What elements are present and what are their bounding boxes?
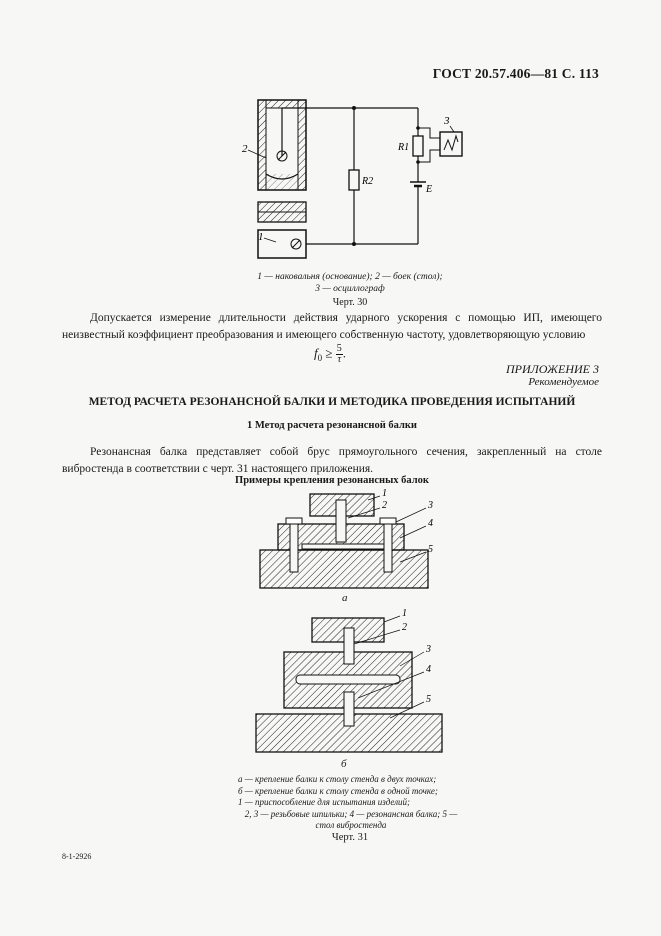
fig31-caption: Черт. 31: [331, 832, 369, 843]
fig31a-label-4: 4: [428, 518, 433, 529]
leader-3: [450, 126, 454, 132]
fig31a-label-1: 1: [382, 488, 387, 499]
beam-slot: [302, 544, 386, 549]
formula-tail: .: [342, 345, 347, 361]
striker-right-wall: [298, 100, 306, 190]
fig31b-sublabel: б: [341, 758, 347, 770]
fig31a-label-5: 5: [428, 544, 433, 555]
fig31b-leader-1: [384, 616, 400, 622]
fig31b-label-3: 3: [426, 644, 431, 655]
paragraph-2: Резонансная балка представляет собой брус прямоугольного сечения, закрепленный на столе вибростенда в соответствии с черт. 31 настоящего приложения.: [62, 446, 602, 475]
fig31-legend: [238, 774, 464, 832]
label-r2: R2: [362, 176, 374, 187]
table: [260, 550, 428, 588]
oscilloscope-trace: [444, 136, 458, 150]
fig31-title: Примеры крепления резонансных балок: [235, 475, 429, 486]
fig31a-leader-3: [396, 508, 426, 522]
fig31b-label-4: 4: [426, 664, 431, 675]
label-r1: R1: [398, 142, 410, 153]
subsection-title: 1 Метод расчета резонансной балки: [247, 420, 417, 431]
paragraph-1: Допускается измерение длительности действия ударного ускорения с помощью ИП, имеющего неизвестный коэффициент преобразования и имеющего собственную частоту, удовлетворяющую условию: [62, 312, 602, 341]
stud-center: [336, 500, 346, 542]
fig31b-label-1: 1: [402, 608, 407, 619]
label-2: 2: [242, 143, 248, 155]
fig31-legend-line-2: 2, 3 — резьбовые шпильки; 4 — резонансная балка; 5 — стол вибростенда: [244, 808, 458, 830]
striker-top-hatch: [266, 100, 298, 108]
fig30-legend-line2: 3 — осциллограф: [315, 284, 385, 294]
figure-31b: [250, 608, 450, 758]
fig31a-sublabel: а: [342, 592, 348, 604]
fig31-legend-line-a: а — крепление балки к столу стенда в двух точках;: [238, 774, 437, 784]
nut-left: [286, 518, 302, 524]
formula: [314, 344, 346, 365]
stud-upper: [344, 628, 354, 664]
stud-right: [384, 518, 392, 572]
formula-fraction: [336, 344, 343, 365]
formula-den: τ: [337, 354, 342, 365]
node-r2-bottom: [352, 242, 356, 246]
label-3: 3: [444, 115, 450, 127]
fig31-legend-line-b: б — крепление балки к столу стенда в одной точке;: [238, 785, 438, 796]
node-r1-bottom: [416, 160, 420, 164]
fig31b-label-2: 2: [402, 622, 407, 633]
striker-left-wall: [258, 100, 266, 190]
appendix-title: ПРИЛОЖЕНИЕ 3: [506, 362, 599, 376]
anvil-sensor-slash: [292, 240, 300, 248]
beam-slot: [296, 675, 400, 684]
nut-right: [380, 518, 396, 524]
formula-sub: 0: [317, 353, 323, 364]
resistor-r1: [413, 136, 423, 156]
fig31b-label-5: 5: [426, 694, 431, 705]
figure-31a: [250, 488, 450, 608]
page-header: ГОСТ 20.57.406—81 С. 113: [432, 66, 599, 81]
fig31-legend-line-1: 1 — приспособление для испытания изделий;: [238, 797, 411, 807]
stud-left: [290, 518, 298, 572]
label-e: E: [426, 184, 433, 195]
formula-rel: ≥: [325, 345, 333, 361]
formula-num: 5: [336, 343, 342, 354]
resistor-r2: [349, 170, 359, 190]
striker-bottom-hatch: [266, 174, 298, 190]
anvil-base: [258, 230, 306, 258]
oscilloscope: [440, 132, 462, 156]
formula-lhs: f: [314, 345, 318, 361]
stud-lower: [344, 692, 354, 726]
appendix-subtitle: Рекомендуемое: [528, 376, 599, 388]
leader-1: [264, 238, 276, 242]
fig30-caption: Черт. 30: [332, 297, 368, 308]
fig30-legend-line1: 1 — наковальня (основание); 2 — боек (стол);: [257, 272, 443, 282]
fig31a-label-3: 3: [428, 500, 433, 511]
label-1: 1: [258, 231, 264, 243]
fig31a-label-2: 2: [382, 500, 387, 511]
figure-30-circuit: [230, 92, 490, 272]
footer-code: 8-1-2926: [62, 852, 92, 861]
section-title: МЕТОД РАСЧЕТА РЕЗОНАНСНОЙ БАЛКИ И МЕТОДИКА ПРОВЕДЕНИЯ ИСПЫТАНИЙ: [88, 396, 576, 408]
node-r2-top: [352, 106, 356, 110]
node-r1-top: [416, 126, 420, 130]
